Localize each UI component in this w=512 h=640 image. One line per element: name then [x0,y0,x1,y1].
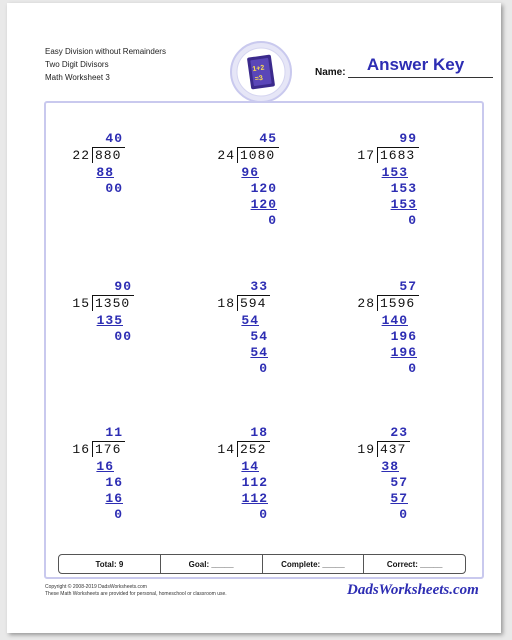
work-step: 38 [381,459,399,474]
quotient: 57 [399,279,417,294]
total-cell: Total: 9 [59,555,161,573]
quotient: 40 [105,131,123,146]
division-problem [337,131,457,241]
work-step: 0 [408,213,417,228]
division-bracket [92,147,93,163]
dividend: 252 [240,442,267,457]
work-step: 120 [250,197,277,212]
work-step: 135 [96,313,123,328]
score-footer [58,554,466,574]
division-problem [337,279,457,389]
svg-text:=3: =3 [254,74,264,83]
divisor: 15 [72,296,90,311]
division-bracket [237,147,238,163]
copyright-line-1: Copyright © 2008-2019 DadsWorksheets.com [45,584,147,590]
work-step: 54 [250,329,268,344]
quotient: 33 [250,279,268,294]
divisor: 17 [357,148,375,163]
dividend: 1080 [240,148,276,163]
work-step: 0 [259,507,268,522]
work-step: 196 [390,329,417,344]
work-step: 196 [390,345,417,360]
copyright-line-2: These Math Worksheets are provided for personal, homeschool or classroom use. [45,591,227,597]
quotient: 45 [259,131,277,146]
quotient: 11 [105,425,123,440]
division-problem [197,279,317,389]
work-step: 00 [105,181,123,196]
answer-key-label: Answer Key [366,55,465,74]
division-problem [337,425,457,535]
correct-cell: Correct: _____ [386,559,443,569]
work-step: 0 [259,361,268,376]
division-bracket [237,441,238,457]
divisor: 16 [72,442,90,457]
dividend: 1350 [95,296,131,311]
worksheet-page [7,3,501,633]
work-step: 153 [381,165,408,180]
quotient: 18 [250,425,268,440]
dividend: 880 [95,148,122,163]
dividend: 1596 [380,296,416,311]
work-step: 153 [390,197,417,212]
name-line [348,77,493,78]
worksheet-title [45,45,166,84]
work-step: 0 [399,507,408,522]
work-step: 14 [241,459,259,474]
work-step: 0 [408,361,417,376]
name-label: Name: [315,67,346,78]
dividend: 176 [95,442,122,457]
title-line-1: Easy Division without Remainders [45,47,166,56]
title-line-3: Math Worksheet 3 [45,73,110,82]
divisor: 24 [217,148,235,163]
svg-text:1+2: 1+2 [252,64,265,74]
work-step: 54 [241,313,259,328]
title-line-2: Two Digit Divisors [45,60,109,69]
quotient: 99 [399,131,417,146]
divisor: 28 [357,296,375,311]
work-step: 88 [96,165,114,180]
work-step: 112 [241,475,268,490]
work-step: 120 [250,181,277,196]
division-problem [52,279,172,389]
work-step: 16 [105,491,123,506]
divisor: 19 [357,442,375,457]
divisor: 14 [217,442,235,457]
dividend: 594 [240,296,267,311]
work-step: 57 [390,491,408,506]
division-problem [197,425,317,535]
work-step: 16 [96,459,114,474]
quotient: 90 [114,279,132,294]
quotient: 23 [390,425,408,440]
work-step: 153 [390,181,417,196]
division-problem [52,131,172,241]
dividend: 437 [380,442,407,457]
work-step: 54 [250,345,268,360]
work-step: 96 [241,165,259,180]
division-bracket [92,441,93,457]
work-step: 0 [268,213,277,228]
division-problem [52,425,172,535]
division-bracket [377,147,378,163]
division-problem [197,131,317,241]
work-step: 00 [114,329,132,344]
work-step: 16 [105,475,123,490]
division-bracket [92,295,93,311]
divisor: 18 [217,296,235,311]
division-bracket [377,441,378,457]
work-step: 57 [390,475,408,490]
division-bracket [237,295,238,311]
complete-cell: Complete: _____ [263,555,365,573]
work-step: 112 [241,491,268,506]
dividend: 1683 [380,148,416,163]
work-step: 140 [381,313,408,328]
copyright-text [45,584,227,598]
divisor: 22 [72,148,90,163]
goal-cell: Goal: _____ [161,555,263,573]
brand-logo: DadsWorksheets.com [347,582,479,598]
math-book-icon [229,40,293,104]
work-step: 0 [114,507,123,522]
division-bracket [377,295,378,311]
